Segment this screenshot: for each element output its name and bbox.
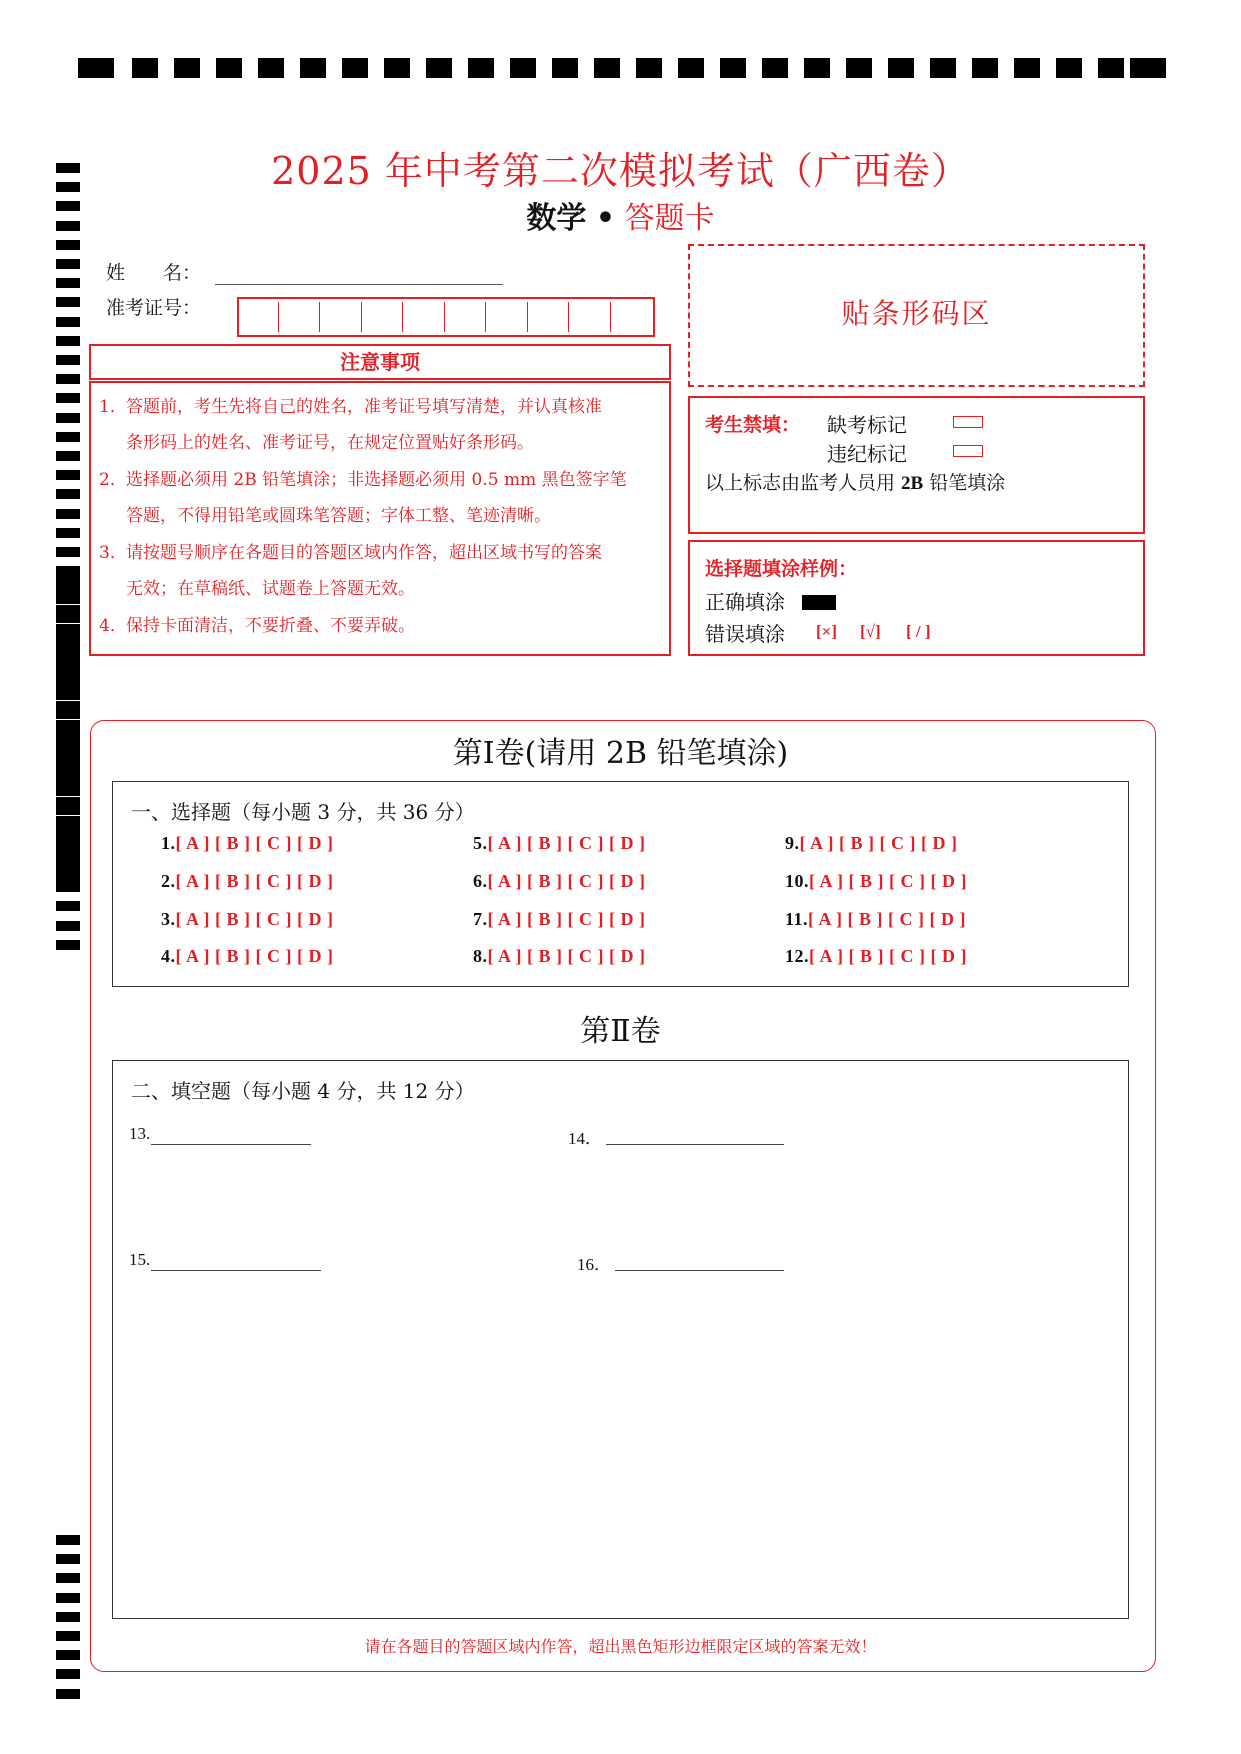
exam-id-field[interactable] (237, 297, 655, 337)
top-timing-marks (78, 58, 1168, 80)
violation-mark-box[interactable] (953, 445, 983, 457)
fill-sample-label: 选择题填涂样例： (705, 558, 858, 580)
notice-text: 条形码上的姓名、准考证号，在规定位置贴好条形码。 (126, 433, 534, 453)
side-timing-mark (56, 805, 80, 815)
answer-line-16[interactable] (615, 1270, 784, 1271)
answer-options[interactable]: [ A ] [ B ] [ C ] [ D ] (487, 946, 646, 966)
side-timing-mark (56, 297, 80, 307)
name-field[interactable] (215, 284, 503, 285)
id-digit-box[interactable] (532, 302, 570, 332)
side-timing-mark (56, 355, 80, 365)
answer-line-15[interactable] (151, 1270, 321, 1271)
choice-question[interactable] (473, 833, 645, 854)
exam-id-label: 准考证号： (106, 297, 202, 319)
part1-title: 第Ⅰ卷(请用 2B 铅笔填涂) (452, 736, 789, 771)
absent-mark-box[interactable] (953, 416, 983, 428)
violation-mark-label: 违纪标记 (827, 442, 907, 466)
choice-question[interactable] (785, 946, 967, 967)
answer-options[interactable]: [ A ] [ B ] [ C ] [ D ] (809, 871, 967, 891)
choice-question[interactable] (473, 909, 645, 930)
side-timing-mark (56, 1689, 80, 1699)
notice-body (89, 381, 671, 656)
answer-options[interactable]: [ A ] [ B ] [ C ] [ D ] (809, 946, 967, 966)
choice-question[interactable] (473, 871, 645, 892)
side-timing-mark (56, 1669, 80, 1679)
id-digit-box[interactable] (324, 302, 362, 332)
choice-question[interactable] (161, 909, 333, 930)
notice-number: 3． (99, 543, 127, 563)
answer-options[interactable]: [ A ] [ B ] [ C ] [ D ] (487, 833, 646, 853)
notice-heading: 注意事项 (89, 344, 671, 380)
fill-blank-section (112, 1060, 1129, 1619)
side-timing-mark (56, 901, 80, 911)
absent-mark-label: 缺考标记 (827, 413, 907, 437)
side-timing-mark (56, 671, 80, 681)
blank-number: 15. (129, 1250, 151, 1269)
answer-line-14[interactable] (606, 1144, 784, 1145)
choice-question[interactable] (785, 871, 967, 892)
notice-text: 答题，不得用铅笔或圆珠笔答题；字体工整、笔迹清晰。 (126, 506, 551, 526)
side-timing-mark (56, 413, 80, 423)
question-number: 3. (161, 909, 176, 929)
id-digit-box[interactable] (407, 302, 445, 332)
id-digit-box[interactable] (449, 302, 487, 332)
answer-options[interactable]: [ A ] [ B ] [ C ] [ D ] (175, 833, 334, 853)
side-timing-mark (56, 1612, 80, 1622)
blank-number: 14． (568, 1129, 602, 1148)
wrong-fill-example: [×] (816, 622, 838, 641)
notice-item (99, 535, 661, 607)
wrong-fill-label: 错误填涂 (705, 622, 785, 646)
blank-number: 13. (129, 1124, 151, 1143)
side-timing-mark (56, 317, 80, 327)
side-timing-mark (56, 336, 80, 346)
question-number: 6. (473, 871, 488, 891)
side-timing-mark (56, 709, 80, 719)
notice-number: 1． (99, 397, 127, 417)
choice-question[interactable] (785, 833, 957, 854)
barcode-area: 贴条形码区 (688, 244, 1145, 387)
blank-number: 16． (577, 1255, 611, 1274)
id-digit-box[interactable] (241, 302, 279, 332)
notice-item (99, 608, 661, 644)
side-timing-mark (56, 652, 80, 662)
id-digit-box[interactable] (615, 302, 652, 332)
notice-text: 无效；在草稿纸、试题卷上答题无效。 (126, 579, 415, 599)
side-timing-mark (56, 594, 80, 604)
question-number: 10. (785, 871, 809, 891)
name-label: 姓 名： (106, 262, 202, 284)
answer-options[interactable]: [ A ] [ B ] [ C ] [ D ] (487, 871, 646, 891)
side-timing-mark (56, 786, 80, 796)
choice-question[interactable] (161, 871, 333, 892)
card-name: 答题卡 (624, 201, 715, 236)
fill-sample-panel (688, 540, 1145, 656)
examiner-only-label: 考生禁填： (705, 414, 801, 436)
side-timing-mark (56, 509, 80, 519)
id-digit-box[interactable] (283, 302, 321, 332)
correct-fill-label: 正确填涂 (705, 590, 785, 614)
question-number: 7. (473, 909, 488, 929)
examiner-note (705, 468, 1005, 495)
id-digit-box[interactable] (573, 302, 611, 332)
notice-text: 保持卡面清洁，不要折叠、不要弄破。 (126, 616, 415, 636)
id-digit-box[interactable] (366, 302, 404, 332)
examiner-note-text: 铅笔填涂 (923, 472, 1006, 494)
side-timing-mark (56, 575, 80, 585)
side-timing-mark (56, 278, 80, 288)
exam-title: 2025 年中考第二次模拟考试（广西卷） (271, 149, 970, 193)
side-timing-mark (56, 1554, 80, 1564)
choice-question[interactable] (161, 833, 333, 854)
answer-options[interactable]: [ A ] [ B ] [ C ] [ D ] (175, 946, 334, 966)
question-number: 12. (785, 946, 809, 966)
side-timing-mark (56, 844, 80, 854)
separator-dot: • (595, 201, 616, 236)
choice-question[interactable] (785, 909, 966, 930)
examiner-note-text: 以上标志由监考人员用 (705, 472, 902, 494)
part2-title: 第Ⅱ卷 (580, 1014, 661, 1049)
wrong-fill-example: [ / ] (906, 622, 931, 641)
side-timing-mark (56, 1535, 80, 1545)
side-timing-mark (56, 528, 80, 538)
answer-options[interactable]: [ A ] [ B ] [ C ] [ D ] (175, 871, 334, 891)
answer-line-13[interactable] (151, 1144, 311, 1145)
question-number: 11. (785, 909, 809, 929)
side-timing-mark (56, 1573, 80, 1583)
answer-options[interactable]: [ A ] [ B ] [ C ] [ D ] (487, 909, 646, 929)
choice-question[interactable] (473, 946, 645, 967)
notice-item (99, 462, 661, 534)
examiner-note-pencil: 2B (901, 473, 924, 494)
correct-fill-example (802, 595, 836, 610)
question-number: 4. (161, 946, 176, 966)
side-timing-mark (56, 374, 80, 384)
side-timing-mark (56, 921, 80, 931)
answer-area-warning: 请在各题目的答题区域内作答，超出黑色矩形边框限定区域的答案无效！ (364, 1637, 877, 1656)
question-number: 8. (473, 946, 488, 966)
side-timing-mark (56, 690, 80, 700)
side-timing-mark (56, 393, 80, 403)
notice-text: 选择题必须用 2B 铅笔填涂；非选择题必须用 0.5 mm 黑色签字笔 (126, 470, 627, 490)
side-timing-mark (56, 613, 80, 623)
side-timing-mark (56, 240, 80, 250)
notice-item (99, 389, 661, 461)
question-number: 1. (161, 833, 176, 853)
choice-question[interactable] (161, 946, 333, 967)
side-timing-mark (56, 940, 80, 950)
choice-section (112, 781, 1129, 987)
side-timing-mark (56, 489, 80, 499)
notice-text: 请按题号顺序在各题目的答题区域内作答，超出区域书写的答案 (126, 543, 602, 563)
side-timing-mark (56, 825, 80, 835)
question-number: 2. (161, 871, 176, 891)
side-timing-mark (56, 882, 80, 892)
side-timing-mark (56, 1593, 80, 1603)
exam-subtitle (0, 193, 1241, 237)
notice-number: 2． (99, 470, 127, 490)
side-timing-mark (56, 863, 80, 873)
notice-text: 答题前，考生先将自己的姓名，准考证号填写清楚，并认真核准 (126, 397, 602, 417)
side-timing-mark (56, 547, 80, 557)
choice-section-heading: 一、选择题（每小题 3 分，共 36 分） (131, 800, 475, 824)
side-timing-mark (56, 259, 80, 269)
notice-number: 4． (99, 616, 127, 636)
fill-blank-heading: 二、填空题（每小题 4 分，共 12 分） (131, 1079, 475, 1103)
answer-options[interactable]: [ A ] [ B ] [ C ] [ D ] (175, 909, 334, 929)
answer-options[interactable]: [ A ] [ B ] [ C ] [ D ] (808, 909, 966, 929)
side-timing-mark (56, 633, 80, 643)
side-timing-mark (56, 451, 80, 461)
question-number: 9. (785, 833, 800, 853)
id-digit-box[interactable] (490, 302, 528, 332)
examiner-only-panel (688, 396, 1145, 534)
side-timing-mark (56, 470, 80, 480)
subject-label: 数学 (526, 201, 587, 236)
question-number: 5. (473, 833, 488, 853)
wrong-fill-example: [√] (860, 622, 881, 641)
side-timing-mark (56, 432, 80, 442)
answer-options[interactable]: [ A ] [ B ] [ C ] [ D ] (799, 833, 958, 853)
